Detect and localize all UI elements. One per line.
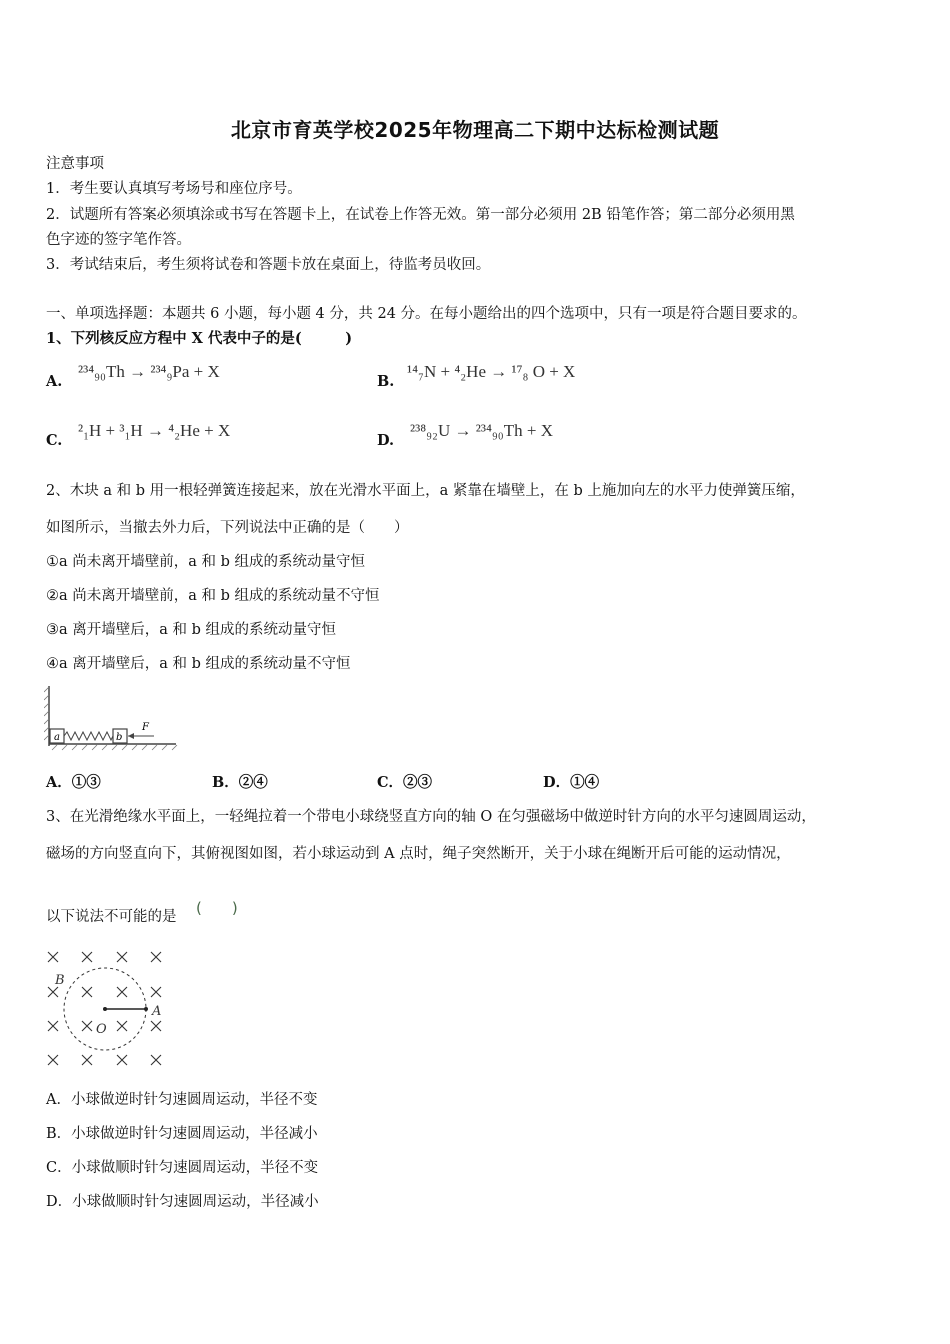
- question-3-stem: 3、在光滑绝缘水平面上，一轻绳拉着一个带电小球绕竖直方向的轴 O 在匀强磁场中做逆时针方向的水平匀速圆周运动，: [46, 809, 816, 825]
- question-1-stem: 1、下列核反应方程中 X 代表中子的是( ): [46, 330, 353, 347]
- block-b-label: b: [116, 732, 123, 743]
- magnetic-field-figure: [42, 946, 172, 1076]
- axis-point: [103, 1007, 107, 1011]
- force-label: F: [142, 722, 149, 733]
- spring-block-figure: [44, 684, 180, 754]
- option-c-equation: ²₁H + ³₁H → ⁴₂He + X: [78, 421, 231, 440]
- page-title: 北京市育英学校2025年物理高二下期中达标检测试题: [230, 118, 720, 142]
- q2-option-b[interactable]: B．②④: [212, 774, 268, 791]
- q3-option-c[interactable]: C．小球做顺时针匀速圆周运动，半径不变: [46, 1160, 319, 1176]
- section-heading: 一、单项选择题：本题共 6 小题，每小题 4 分，共 24 分。在每小题给出的四个选项中，只有一项是符合题目要求的。: [46, 306, 807, 322]
- statement-3: ③a 离开墙壁后，a 和 b 组成的系统动量守恒: [46, 622, 337, 638]
- center-o-label: O: [96, 1022, 107, 1037]
- option-c-label[interactable]: C.: [46, 432, 63, 449]
- statement-2: ②a 尚未离开墙壁前，a 和 b 组成的系统动量不守恒: [46, 588, 380, 604]
- option-b-equation: ¹⁴₇N + ⁴₂He → ¹⁷₈ O + X: [407, 362, 576, 381]
- option-d-equation: ²³⁸₉₂U → ²³⁴₉₀Th + X: [410, 421, 553, 440]
- question-2-stem-cont: 如图所示，当撤去外力后，下列说法中正确的是（ ）: [46, 520, 409, 536]
- notice-item: 2．试题所有答案必须填涂或书写在答题卡上，在试卷上作答无效。第一部分必须用 2B 铅笔作答；第二部分必须用黑: [46, 207, 795, 223]
- force-arrowhead: [128, 733, 134, 739]
- question-3-stem-cont: 磁场的方向竖直向下，其俯视图如图，若小球运动到 A 点时，绳子突然断开，关于小球在绳断开后可能的运动情况，: [46, 846, 791, 862]
- q3-option-a[interactable]: A．小球做逆时针匀速圆周运动，半径不变: [46, 1092, 318, 1108]
- ball: [144, 1007, 148, 1011]
- option-a-label[interactable]: A.: [46, 373, 63, 390]
- notice-heading: 注意事项: [46, 156, 104, 172]
- q2-option-c[interactable]: C．②③: [377, 774, 433, 791]
- point-b-label: B: [55, 973, 65, 988]
- q2-option-a[interactable]: A．①③: [46, 774, 101, 791]
- q2-option-d[interactable]: D．①④: [543, 774, 600, 791]
- point-a-label: A: [152, 1004, 162, 1019]
- notice-item: 1．考生要认真填写考场号和座位序号。: [46, 181, 302, 197]
- statement-1: ①a 尚未离开墙壁前，a 和 b 组成的系统动量守恒: [46, 554, 366, 570]
- notice-item: 3．考试结束后，考生须将试卷和答题卡放在桌面上，待监考员收回。: [46, 257, 491, 273]
- block-a-label: a: [54, 732, 60, 743]
- statement-4: ④a 离开墙壁后，a 和 b 组成的系统动量不守恒: [46, 656, 351, 672]
- option-b-label[interactable]: B.: [377, 373, 395, 390]
- option-a-equation: ²³⁴₉₀Th → ²³⁴₉Pa + X: [78, 362, 220, 381]
- question-2-stem: 2、木块 a 和 b 用一根轻弹簧连接起来，放在光滑水平面上，a 紧靠在墙壁上，在 b 上施加向左的水平力使弹簧压缩，: [46, 483, 805, 499]
- answer-bracket: ( ): [196, 899, 238, 917]
- option-d-label[interactable]: D.: [377, 432, 395, 449]
- floor-hatch: [52, 745, 177, 750]
- spring: [64, 732, 113, 740]
- q3-option-b[interactable]: B．小球做逆时针匀速圆周运动，半径减小: [46, 1126, 318, 1142]
- question-3-stem-end: 以下说法不可能的是: [46, 909, 177, 925]
- notice-item: 色字迹的签字笔作答。: [46, 232, 191, 248]
- q3-option-d[interactable]: D．小球做顺时针匀速圆周运动，半径减小: [46, 1194, 319, 1210]
